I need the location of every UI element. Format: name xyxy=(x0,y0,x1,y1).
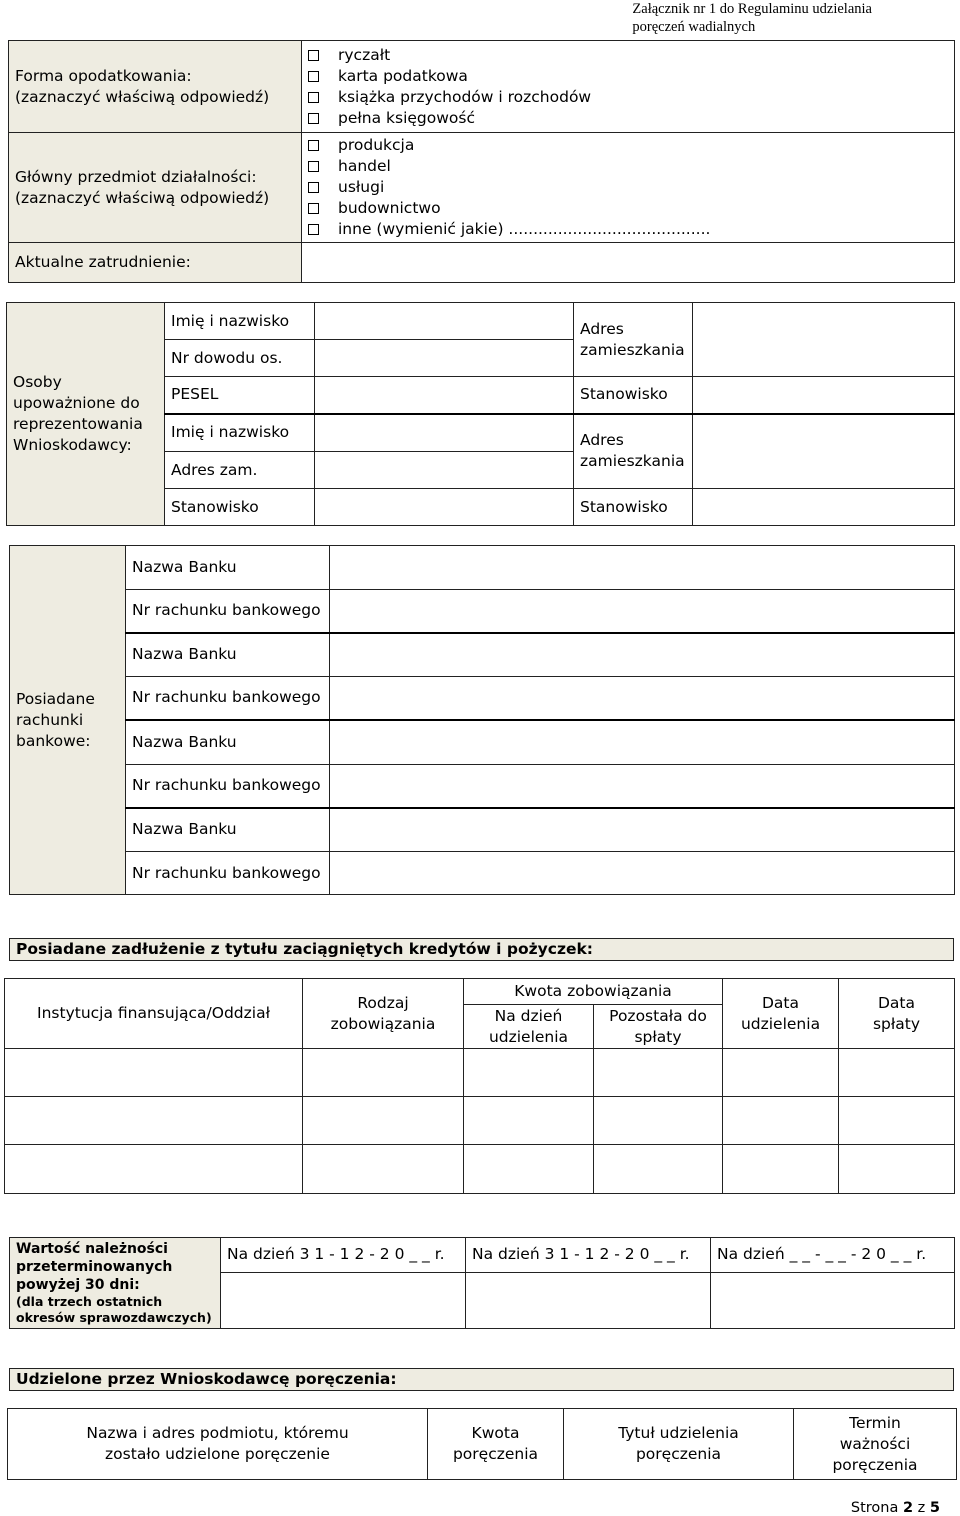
checkbox-icon[interactable] xyxy=(308,203,319,214)
overdue-label: Wartość należności przeterminowanych powyżej 30 dni: (dla trzech ostatnich okresów sprawozdawczych) xyxy=(10,1238,221,1329)
checkbox-icon[interactable] xyxy=(308,113,319,124)
bank3-name-label: Nazwa Banku xyxy=(126,720,330,765)
checkbox-icon[interactable] xyxy=(308,161,319,172)
representatives-label: Osoby upoważnione do reprezentowania Wnioskodawcy: xyxy=(7,303,165,526)
col-guarantee-term: Termin ważności poręczenia xyxy=(794,1409,957,1480)
representatives-table xyxy=(6,302,955,526)
rep2-address-zam-label: Adres zam. xyxy=(165,452,315,489)
debt-table xyxy=(4,978,955,1194)
overdue-date-2: Na dzień 3 1 - 1 2 - 2 0 _ _ r. xyxy=(466,1238,711,1273)
taxation-option[interactable]: książka przychodów i rozchodów xyxy=(308,87,948,108)
rep2-position-label-2: Stanowisko xyxy=(574,489,693,526)
checkbox-icon[interactable] xyxy=(308,224,319,235)
activity-option[interactable]: budownictwo xyxy=(308,198,948,219)
table-cell[interactable] xyxy=(5,1145,303,1194)
overdue-date-1: Na dzień 3 1 - 1 2 - 2 0 _ _ r. xyxy=(221,1238,466,1273)
col-amount: Kwota zobowiązania xyxy=(464,979,723,1005)
table-cell[interactable] xyxy=(723,1145,839,1194)
table-cell[interactable] xyxy=(594,1097,723,1145)
rep2-name-field[interactable] xyxy=(315,414,574,452)
rep1-position-label: Stanowisko xyxy=(574,377,693,414)
table-cell[interactable] xyxy=(303,1049,464,1097)
checkbox-icon[interactable] xyxy=(308,71,319,82)
rep2-position-field-2[interactable] xyxy=(693,489,955,526)
taxation-label: Forma opodatkowania: (zaznaczyć właściwą odpowiedź) xyxy=(9,41,302,133)
bank4-account-label: Nr rachunku bankowego xyxy=(126,852,330,895)
table-cell[interactable] xyxy=(723,1097,839,1145)
overdue-value-2[interactable] xyxy=(466,1272,711,1328)
col-institution: Instytucja finansująca/Oddział xyxy=(5,979,303,1049)
table-row xyxy=(5,1049,955,1097)
activity-option[interactable]: handel xyxy=(308,156,948,177)
rep1-pesel-field[interactable] xyxy=(315,377,574,414)
checkbox-icon[interactable] xyxy=(308,182,319,193)
guarantees-title-box xyxy=(9,1368,954,1391)
table-row xyxy=(5,1097,955,1145)
guarantees-title: Udzielone przez Wnioskodawcę poręczenia: xyxy=(10,1369,954,1391)
document-header xyxy=(632,0,872,36)
table-row xyxy=(5,1145,955,1194)
rep2-name-label: Imię i nazwisko xyxy=(165,414,315,452)
activity-option[interactable]: usługi xyxy=(308,177,948,198)
bank1-account-label: Nr rachunku bankowego xyxy=(126,590,330,633)
taxation-option[interactable]: karta podatkowa xyxy=(308,66,948,87)
table-cell[interactable] xyxy=(464,1145,594,1194)
rep1-pesel-label: PESEL xyxy=(165,377,315,414)
col-grant-date: Data udzielenia xyxy=(723,979,839,1049)
checkbox-icon[interactable] xyxy=(308,92,319,103)
overdue-value-1[interactable] xyxy=(221,1272,466,1328)
table-cell[interactable] xyxy=(303,1145,464,1194)
taxation-option[interactable]: ryczałt xyxy=(308,45,948,66)
guarantees-table xyxy=(7,1408,957,1480)
taxation-option[interactable]: pełna księgowość xyxy=(308,108,948,129)
bank3-account-label: Nr rachunku bankowego xyxy=(126,765,330,808)
table-cell[interactable] xyxy=(303,1097,464,1145)
bank3-account-field[interactable] xyxy=(330,765,955,808)
rep1-position-field[interactable] xyxy=(693,377,955,414)
col-on-day: Na dzień udzielenia xyxy=(464,1005,594,1049)
bank-accounts-label: Posiadane rachunki bankowe: xyxy=(10,546,126,895)
table-cell[interactable] xyxy=(5,1049,303,1097)
rep1-name-label: Imię i nazwisko xyxy=(165,303,315,340)
bank2-name-label: Nazwa Banku xyxy=(126,633,330,677)
col-type: Rodzaj zobowiązania xyxy=(303,979,464,1049)
bank2-account-field[interactable] xyxy=(330,677,955,720)
rep2-address-label: Adres zamieszkania xyxy=(574,414,693,489)
col-guarantee-title: Tytuł udzielenia poręczenia xyxy=(564,1409,794,1480)
rep1-id-label: Nr dowodu os. xyxy=(165,340,315,377)
col-entity: Nazwa i adres podmiotu, któremu zostało udzielone poręczenie xyxy=(8,1409,428,1480)
rep2-position-field[interactable] xyxy=(315,489,574,526)
activity-option[interactable]: produkcja xyxy=(308,135,948,156)
rep1-id-field[interactable] xyxy=(315,340,574,377)
bank1-name-label: Nazwa Banku xyxy=(126,546,330,590)
header-line-1: Załącznik nr 1 do Regulaminu udzielania xyxy=(632,1,872,17)
activity-label: Główny przedmiot działalności: (zaznaczyć właściwą odpowiedź) xyxy=(9,133,302,243)
table-cell[interactable] xyxy=(464,1097,594,1145)
business-info-table xyxy=(8,40,955,283)
employment-field[interactable] xyxy=(302,243,955,283)
employment-label: Aktualne zatrudnienie: xyxy=(9,243,302,283)
overdue-table xyxy=(9,1237,955,1329)
bank1-name-field[interactable] xyxy=(330,546,955,590)
table-cell[interactable] xyxy=(723,1049,839,1097)
table-cell[interactable] xyxy=(594,1145,723,1194)
table-cell[interactable] xyxy=(839,1097,955,1145)
bank4-account-field[interactable] xyxy=(330,852,955,895)
page-number: Strona 2 z 5 xyxy=(850,1500,940,1516)
bank3-name-field[interactable] xyxy=(330,720,955,765)
debt-title: Posiadane zadłużenie z tytułu zaciągniętych kredytów i pożyczek: xyxy=(10,939,954,961)
bank1-account-field[interactable] xyxy=(330,590,955,633)
rep1-name-field[interactable] xyxy=(315,303,574,340)
activity-option[interactable]: inne (wymienić jakie) ......................................... xyxy=(308,219,948,240)
activity-options xyxy=(302,133,955,243)
rep1-address-field[interactable] xyxy=(693,303,955,377)
rep2-position-label: Stanowisko xyxy=(165,489,315,526)
table-cell[interactable] xyxy=(464,1049,594,1097)
table-cell[interactable] xyxy=(5,1097,303,1145)
checkbox-icon[interactable] xyxy=(308,140,319,151)
checkbox-icon[interactable] xyxy=(308,50,319,61)
table-cell[interactable] xyxy=(839,1145,955,1194)
bank2-account-label: Nr rachunku bankowego xyxy=(126,677,330,720)
col-remaining: Pozostała do spłaty xyxy=(594,1005,723,1049)
overdue-date-3: Na dzień _ _ - _ _ - 2 0 _ _ r. xyxy=(711,1238,955,1273)
bank4-name-label: Nazwa Banku xyxy=(126,808,330,852)
header-line-2: poręczeń wadialnych xyxy=(632,19,756,35)
rep1-address-label: Adres zamieszkania xyxy=(574,303,693,377)
taxation-options xyxy=(302,41,955,133)
rep2-address-zam-field[interactable] xyxy=(315,452,574,489)
bank-accounts-table xyxy=(9,545,955,895)
col-guarantee-amount: Kwota poręczenia xyxy=(428,1409,564,1480)
col-repay-date: Data spłaty xyxy=(839,979,955,1049)
table-cell[interactable] xyxy=(594,1049,723,1097)
table-cell[interactable] xyxy=(839,1049,955,1097)
rep2-address-field[interactable] xyxy=(693,414,955,489)
debt-title-box xyxy=(9,938,954,961)
bank4-name-field[interactable] xyxy=(330,808,955,852)
overdue-value-3[interactable] xyxy=(711,1272,955,1328)
bank2-name-field[interactable] xyxy=(330,633,955,677)
